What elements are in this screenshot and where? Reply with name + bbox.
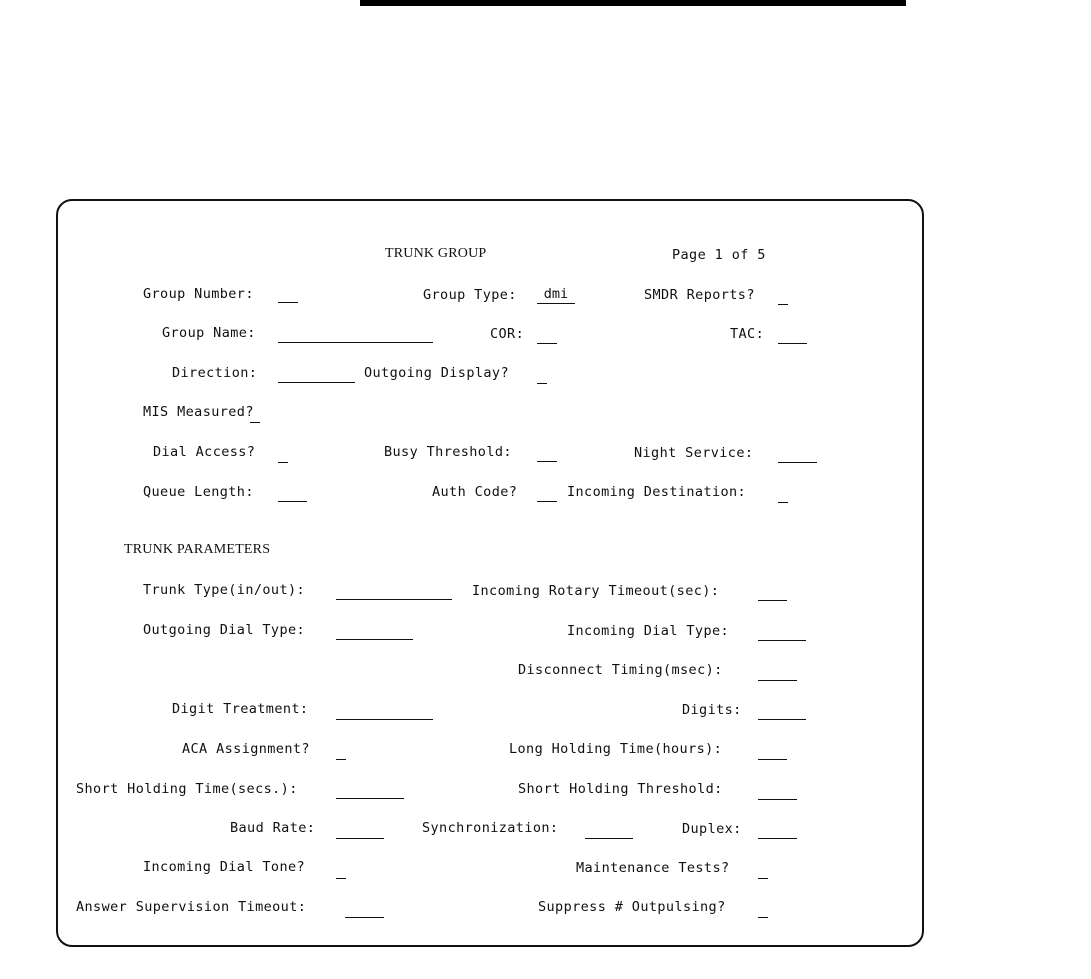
digits-field[interactable] <box>758 703 806 720</box>
outgoing-dial-type-field[interactable] <box>336 623 413 640</box>
suppress-outpulsing-field[interactable] <box>758 901 768 918</box>
cor-field[interactable] <box>537 327 557 344</box>
form-title: TRUNK GROUP <box>385 246 487 261</box>
mis-measured-field[interactable] <box>250 406 260 423</box>
group-type-label: Group Type: <box>423 287 517 303</box>
short-holding-time-label: Short Holding Time(secs.): <box>76 781 298 797</box>
mis-measured-label: MIS Measured? <box>143 404 254 420</box>
auth-code-field[interactable] <box>537 485 557 502</box>
short-holding-threshold-label: Short Holding Threshold: <box>518 781 723 797</box>
tac-label: TAC: <box>730 326 765 342</box>
digit-treatment-field[interactable] <box>336 703 433 720</box>
tac-field[interactable] <box>778 327 807 344</box>
night-service-label: Night Service: <box>634 445 754 461</box>
incoming-rotary-timeout-field[interactable] <box>758 584 787 601</box>
digit-treatment-label: Digit Treatment: <box>172 701 309 717</box>
answer-supervision-timeout-label: Answer Supervision Timeout: <box>76 899 307 915</box>
duplex-label: Duplex: <box>682 821 742 837</box>
duplex-field[interactable] <box>758 822 797 839</box>
dial-access-label: Dial Access? <box>153 444 256 460</box>
incoming-rotary-timeout-label: Incoming Rotary Timeout(sec): <box>472 583 720 599</box>
group-number-field[interactable] <box>278 286 298 303</box>
aca-assignment-label: ACA Assignment? <box>182 741 310 757</box>
synchronization-field[interactable] <box>585 822 633 839</box>
incoming-dial-tone-label: Incoming Dial Tone? <box>143 859 306 875</box>
maintenance-tests-field[interactable] <box>758 862 768 879</box>
synchronization-label: Synchronization: <box>422 820 559 836</box>
outgoing-dial-type-label: Outgoing Dial Type: <box>143 622 306 638</box>
page-indicator: Page 1 of 5 <box>672 247 766 263</box>
busy-threshold-label: Busy Threshold: <box>384 444 512 460</box>
group-name-field[interactable] <box>278 326 433 343</box>
suppress-outpulsing-label: Suppress # Outpulsing? <box>538 899 726 915</box>
digits-label: Digits: <box>682 702 742 718</box>
queue-length-label: Queue Length: <box>143 484 254 500</box>
baud-rate-label: Baud Rate: <box>230 820 316 836</box>
trunk-parameters-heading: TRUNK PARAMETERS <box>124 542 271 557</box>
maintenance-tests-label: Maintenance Tests? <box>576 860 730 876</box>
night-service-field[interactable] <box>778 446 817 463</box>
trunk-type-label: Trunk Type(in/out): <box>143 582 306 598</box>
auth-code-label: Auth Code? <box>432 484 518 500</box>
incoming-destination-label: Incoming Destination: <box>567 484 747 500</box>
incoming-dial-tone-field[interactable] <box>336 862 346 879</box>
disconnect-timing-field[interactable] <box>758 664 797 681</box>
short-holding-threshold-field[interactable] <box>758 783 797 800</box>
short-holding-time-field[interactable] <box>336 782 404 799</box>
direction-label: Direction: <box>172 365 258 381</box>
incoming-destination-field[interactable] <box>778 486 788 503</box>
outgoing-display-field[interactable] <box>537 367 547 384</box>
queue-length-field[interactable] <box>278 485 307 502</box>
smdr-reports-label: SMDR Reports? <box>644 287 755 303</box>
busy-threshold-field[interactable] <box>537 445 557 462</box>
direction-field[interactable] <box>278 366 355 383</box>
group-number-label: Group Number: <box>143 286 254 302</box>
group-name-label: Group Name: <box>162 325 256 341</box>
incoming-dial-type-label: Incoming Dial Type: <box>567 623 730 639</box>
aca-assignment-field[interactable] <box>336 743 346 760</box>
trunk-type-field[interactable] <box>336 583 452 600</box>
baud-rate-field[interactable] <box>336 822 384 839</box>
long-holding-time-field[interactable] <box>758 743 787 760</box>
smdr-reports-field[interactable] <box>778 288 788 305</box>
cor-label: COR: <box>490 326 525 342</box>
top-bar <box>360 0 906 6</box>
dial-access-field[interactable] <box>278 446 288 463</box>
group-type-field[interactable]: dmi <box>537 287 575 304</box>
long-holding-time-label: Long Holding Time(hours): <box>509 741 723 757</box>
outgoing-display-label: Outgoing Display? <box>364 365 509 381</box>
incoming-dial-type-field[interactable] <box>758 624 806 641</box>
answer-supervision-timeout-field[interactable] <box>345 901 384 918</box>
disconnect-timing-label: Disconnect Timing(msec): <box>518 662 723 678</box>
